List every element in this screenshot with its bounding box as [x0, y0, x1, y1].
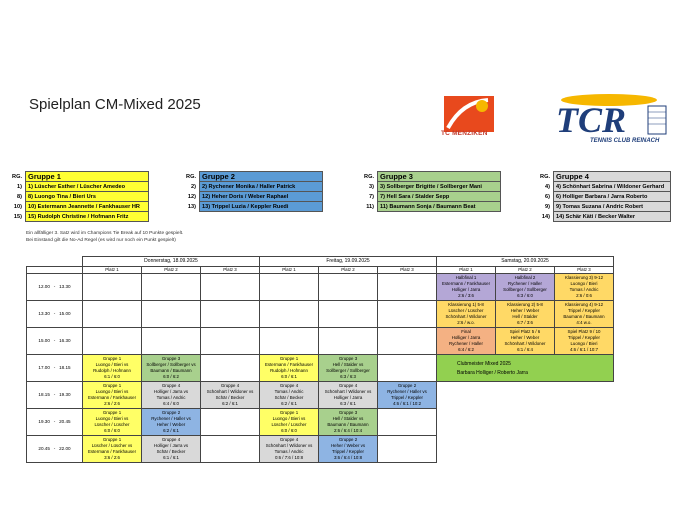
court-label: Platz 1 [437, 267, 496, 274]
group-3 [356, 171, 501, 212]
rank: 4) [545, 183, 550, 190]
tcr-letters: TCR [556, 100, 627, 136]
group-1-team: 1) Lüscher Esther / Lüscher Amedeo [26, 182, 149, 192]
group-2-title: Gruppe 2 [200, 172, 323, 182]
match-cell: Gruppe 4 Tomas / Andric Schär / Becker 6:2 / 6:1 [260, 382, 319, 409]
group-4 [532, 171, 671, 222]
rank: 12) [187, 193, 196, 200]
match-cell: Final Holliger / Jarra Rychener / Haller 6:4 / 6:2 [437, 328, 496, 355]
match-cell: Gruppe 2 Heher / Weber vs Trippel / Keppler 3:6 / 6:4 / 10:8 [319, 436, 378, 463]
court-label: Platz 3 [201, 267, 260, 274]
match-cell: Gruppe 2 Rychener / Haller vs Trippel / Keppler 4:6 / 6:1 / 10:2 [378, 382, 437, 409]
court-label: Platz 1 [260, 267, 319, 274]
tc-reinach-logo [548, 92, 670, 136]
match-cell: Gruppe 1 Luongo / Bieri vs Estermann / Fankhauser 2:6 / 2:6 [83, 382, 142, 409]
group-4-team: 14) Schär Käti / Becker Walter [554, 212, 671, 222]
note-no-ad: Bei Einstand gilt die No-Ad Regel (es wird nur noch ein Punkt gespielt) [26, 238, 176, 243]
rank: 2) [191, 183, 196, 190]
match-cell: Gruppe 3 Sollberger / Sollberger vs Baumann / Baumann 6:0 / 6:2 [142, 355, 201, 382]
rank: 14) [541, 213, 550, 220]
rg-label: RG. [540, 173, 550, 180]
day-friday: Freitag, 19.09.2025 [260, 257, 437, 267]
court-label: Platz 3 [378, 267, 437, 274]
match-cell: Gruppe 2 Rychener / Haller vs Heher / Weber 6:2 / 6:1 [142, 409, 201, 436]
group-2-team: 2) Rychener Monika / Haller Patrick [200, 182, 323, 192]
group-4-team: 9) Tomas Suzana / Andric Robert [554, 202, 671, 212]
rg-label: RG. [186, 173, 196, 180]
rank: 8) [17, 193, 22, 200]
group-4-title: Gruppe 4 [554, 172, 671, 182]
rank: 3) [369, 183, 374, 190]
match-cell: Klassierung 3) 9-12 Luongo / Bieri Tomas / Andric 2:6 / 0:6 [555, 274, 614, 301]
group-3-team: 11) Baumann Sonja / Baumann Beat [378, 202, 501, 212]
court-label: Platz 1 [83, 267, 142, 274]
rg-label: RG. [12, 173, 22, 180]
court-label: Platz 3 [555, 267, 614, 274]
group-1-team: 8) Luongo Tina / Bieri Urs [26, 192, 149, 202]
match-cell: Klassierung 1) 5-8 Lüscher / Lüscher Schönhart / Wildoner 2:6 / w.o. [437, 301, 496, 328]
schedule-table [26, 256, 614, 463]
day-thursday: Donnerstag, 18.09.2025 [83, 257, 260, 267]
match-cell: Spiel Platz 5 / 6 Heher / Weber Schönhart / Wildoner 6:1 / 6:4 [496, 328, 555, 355]
match-cell: Gruppe 3 Hell / Stalder vs Sollberger / Sollberger 6:3 / 6:3 [319, 355, 378, 382]
rg-label: RG. [364, 173, 374, 180]
time-slot: 17.00 - 18.15 [27, 355, 83, 382]
group-1-team: 15) Rudolph Christine / Hofmann Fritz [26, 212, 149, 222]
time-slot: 15.00 - 16.30 [27, 328, 83, 355]
group-1-team: 10) Estermann Jeannette / Fankhauser HR [26, 202, 149, 212]
group-4-team: 6) Holliger Barbara / Jarra Roberto [554, 192, 671, 202]
match-cell: Gruppe 1 Luongo / Bieri vs Lüscher / Lüscher 6:0 / 6:0 [260, 409, 319, 436]
match-cell: Gruppe 1 Estermann / Fankhauser Rudolph / Hofmann 6:0 / 6:1 [260, 355, 319, 382]
group-4-team: 4) Schönhart Sabrina / Wildoner Gerhard [554, 182, 671, 192]
group-2-team: 13) Trippel Luzia / Keppler Ruedi [200, 202, 323, 212]
page-title: Spielplan CM-Mixed 2025 [29, 96, 201, 113]
tc-menziken-name: TC MENZIKEN [441, 130, 488, 137]
match-cell: Gruppe 4 Schönhart / Wildoner vs Tomas / Andric 0:6 / 7:6 / 10:8 [260, 436, 319, 463]
match-cell: Gruppe 1 Luongo / Bieri vs Rudolph / Hofmann 6:1 / 6:0 [83, 355, 142, 382]
match-cell: Klassierung 4) 9-12 Trippel / Keppler Baumann / Baumann 4:4 w.o. [555, 301, 614, 328]
match-cell: Gruppe 4 Schönhart / Wildoner vs Schär / Becker 6:2 / 6:1 [201, 382, 260, 409]
group-3-team: 3) Sollberger Brigitte / Sollberger Mani [378, 182, 501, 192]
group-1 [4, 171, 149, 222]
club-champion-cell: Clubmeister Mixed 2025 Barbara Holliger / Roberto Jarra [437, 355, 614, 382]
match-cell: Halbfinal 2 Rychener / Haller Sollberger / Sollberger 6:3 / 6:0 [496, 274, 555, 301]
match-cell: Gruppe 1 Lüscher / Lüscher vs Estermann / Fankhauser 3:6 / 2:6 [83, 436, 142, 463]
time-slot: 19.30 - 20.45 [27, 409, 83, 436]
court-label: Platz 2 [496, 267, 555, 274]
group-3-team: 7) Hell Sara / Stalder Sepp [378, 192, 501, 202]
match-cell: Gruppe 4 Holliger / Jarra vs Schär / Becker 6:1 / 6:1 [142, 436, 201, 463]
match-cell: Gruppe 3 Hell / Stalder vs Baumann / Baumann 2:6 / 6:4 / 10:4 [319, 409, 378, 436]
day-saturday: Samstag, 20.09.2025 [437, 257, 614, 267]
time-slot: 12.00 - 13.30 [27, 274, 83, 301]
group-2-team: 12) Heher Doris / Weber Raphael [200, 192, 323, 202]
time-slot: 20.45 - 22.00 [27, 436, 83, 463]
rank: 7) [369, 193, 374, 200]
match-cell: Halbfinal 1 Estermann / Fankhauser Holliger / Jarra 2:6 / 3:6 [437, 274, 496, 301]
match-cell: Gruppe 4 Schönhart / Wildoner vs Holliger / Jarra 6:3 / 6:1 [319, 382, 378, 409]
match-cell: Spiel Platz 9 / 10 Trippel / Keppler Luongo / Bieri 4:6 / 6:1 / 10:7 [555, 328, 614, 355]
rank: 13) [187, 203, 196, 210]
tc-reinach-name: TENNIS CLUB REINACH [590, 138, 660, 144]
rank: 11) [366, 203, 374, 210]
court-label: Platz 2 [142, 267, 201, 274]
rank: 10) [13, 203, 22, 210]
match-cell: Gruppe 1 Luongo / Bieri vs Lüscher / Lüscher 6:0 / 6:0 [83, 409, 142, 436]
time-slot: 18.15 - 19.30 [27, 382, 83, 409]
time-slot: 13.30 - 15.00 [27, 301, 83, 328]
group-3-title: Gruppe 3 [378, 172, 501, 182]
group-1-title: Gruppe 1 [26, 172, 149, 182]
rank: 1) [17, 183, 22, 190]
match-cell: Gruppe 4 Holliger / Jarra vs Tomas / Andric 6:4 / 6:0 [142, 382, 201, 409]
rank: 15) [13, 213, 22, 220]
rank: 9) [545, 203, 550, 210]
note-tiebreak: Ein allfälliger 3. Satz wird im Champions Tie Break auf 10 Punkte gespielt. [26, 231, 184, 236]
match-cell: Klassierung 2) 5-8 Heher / Weber Hell / Stalder 6:7 / 3:6 [496, 301, 555, 328]
group-2 [178, 171, 323, 212]
rank: 6) [545, 193, 550, 200]
court-label: Platz 2 [319, 267, 378, 274]
